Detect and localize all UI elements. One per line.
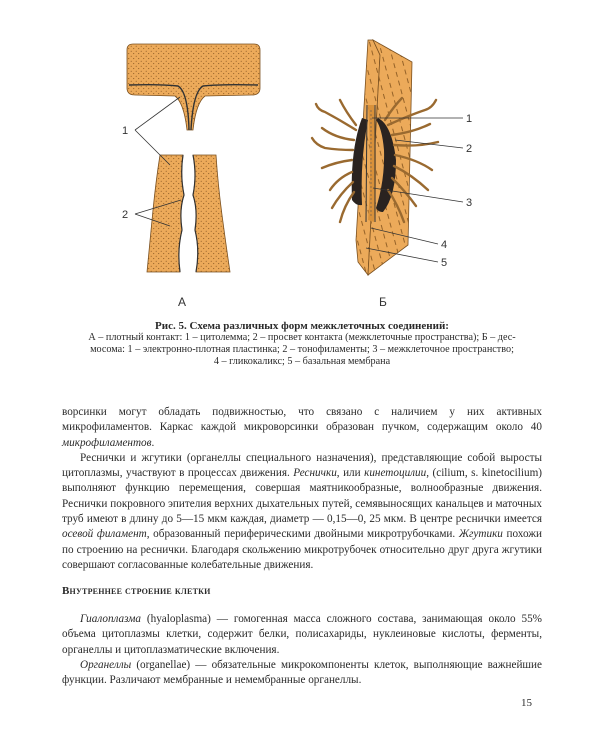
panel-b-tonofilaments-left xyxy=(312,100,356,222)
panel-b-label-3: 3 xyxy=(466,197,473,209)
panel-a-bottom-cell-right xyxy=(193,155,230,272)
caption-line-1: А – плотный контакт: 1 – цитолемма; 2 – просвет контакта (межклеточные пространства); Б – дес- xyxy=(88,332,516,343)
paragraph-hyaloplasm: Гиалоплазма (hyaloplasma) — гомогенная масса сложного состава, занимающая около 55% объема цитоплазмы клетки, содержит белки, полисахариды, нуклеиновые кислоты, ферменты, органеллы и цитоплазматические включения. xyxy=(62,613,542,656)
panel-b-label-4: 4 xyxy=(441,239,448,251)
paragraph-microvilli: ворсинки могут обладать подвижностью, что связано с наличием у них активных микрофиламентов. Каркас каждой микроворсинки образован пучком, содержащим около 40 микрофиламентов. xyxy=(62,406,542,449)
page-number: 15 xyxy=(521,697,532,709)
body-text-bottom xyxy=(62,612,542,688)
intercellular-junctions-figure xyxy=(0,0,600,318)
panel-a-label-1: 1 xyxy=(122,125,129,137)
caption-line-2: мосома: 1 – электронно-плотная пластинка; 2 – тонофиламенты; 3 – межклеточное пространство; xyxy=(90,344,514,355)
panel-b-label-2: 2 xyxy=(466,143,473,155)
paragraph-organelles: Органеллы (organellae) — обязательные микрокомпоненты клеток, выполняющие важнейшие функции. Различают мембранные и немембранные органеллы. xyxy=(62,658,542,687)
panel-a-label-2: 2 xyxy=(122,209,129,221)
paragraph-cilia: Реснички и жгутики (органеллы специального назначения), представляющие собой выросты цитоплазмы, участвуют в процессах движения. Реснички, или кинетоцилии, (cilium, s. kinetocilium) выполняют функцию перемещения, совершая маятникообразные, волнообразные движения. Реснички покровного эпителия верхних дыхательных путей, семявыносящих канальцев и маточных труб имеют в длину до 5—15 мкм каждая, диаметр — 0,15—0, 25 мкм. В центре реснички имеется осевой филамент, образованный периферическими двойными микротрубочками. Жгутики похожи по строению на реснички. Благодаря скольжению микротрубочек относительно друг друга жгутики совершают согласованные колебательные движения. xyxy=(62,451,542,571)
panel-b-label-1: 1 xyxy=(466,113,473,125)
panel-b-label-5: 5 xyxy=(441,257,448,269)
body-text-top xyxy=(62,405,542,573)
panel-a-letter: А xyxy=(178,295,187,309)
figure-caption xyxy=(60,320,544,368)
panel-a-top-cell xyxy=(127,44,260,130)
caption-line-3: 4 – гликокаликс; 5 – базальная мембрана xyxy=(213,356,391,367)
panel-b-letter: Б xyxy=(379,295,387,309)
caption-title: Рис. 5. Схема различных форм межклеточных соединений: xyxy=(155,320,449,332)
panel-a-drawing xyxy=(127,44,260,272)
section-heading: Внутреннее строение клетки xyxy=(62,585,211,597)
